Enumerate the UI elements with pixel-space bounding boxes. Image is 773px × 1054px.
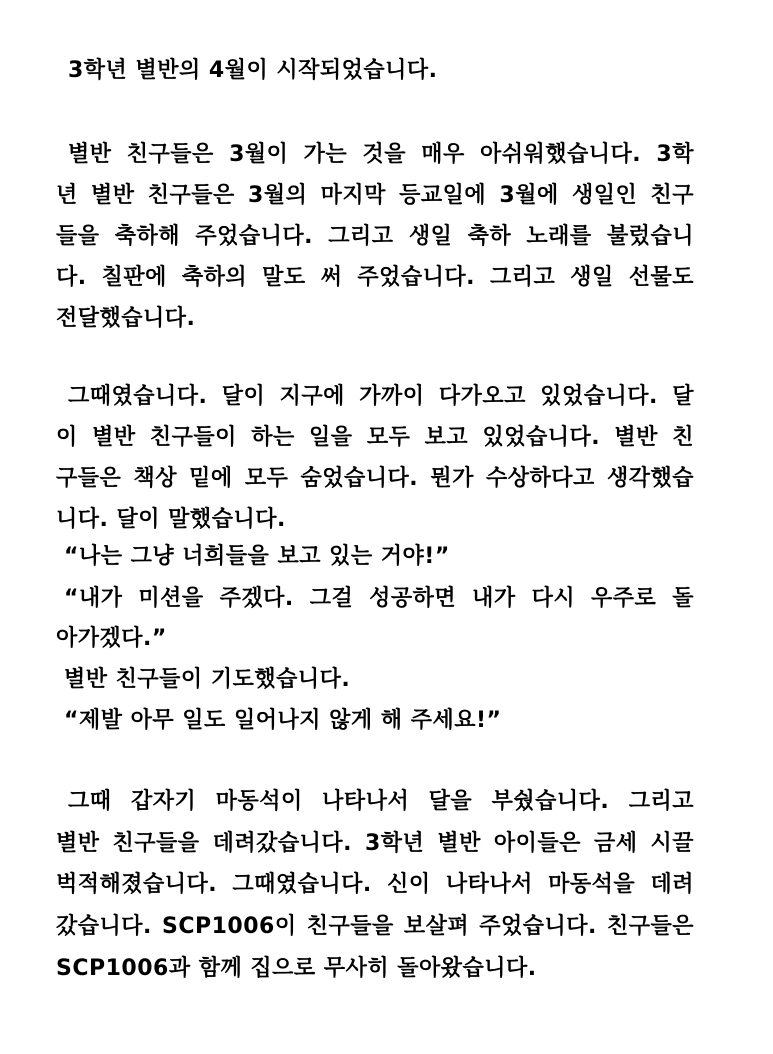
paragraph-3-line-4: 갔습니다. SCP1006이 친구들을 보살펴 주었습니다. 친구들은 [56,914,694,939]
title-line: 3학년 별반의 4월이 시작되었습니다. [68,58,438,83]
paragraph-1-line-4: 다. 칠판에 축하의 말도 써 주었습니다. 그리고 생일 선물도 [56,265,694,290]
paragraph-3-line-3: 벅적해졌습니다. 그때였습니다. 신이 나타나서 마동석을 데려 [56,872,694,897]
paragraph-3-line-2: 별반 친구들을 데려갔습니다. 3학년 별반 아이들은 금세 시끌 [56,831,694,856]
paragraph-1-line-3: 들을 축하해 주었습니다. 그리고 생일 축하 노래를 불렀습니 [56,224,694,249]
prayer-line: 별반 친구들이 기도했습니다. [64,667,351,692]
quote-line-2: “내가 미션을 주겠다. 그걸 성공하면 내가 다시 우주로 돌 [64,586,694,611]
paragraph-2-line-4: 니다. 달이 말했습니다. [56,507,286,532]
paragraph-1-line-2: 년 별반 친구들은 3월의 마지막 등교일에 3월에 생일인 친구 [56,183,694,208]
paragraph-2-line-1: 그때였습니다. 달이 지구에 가까이 다가오고 있었습니다. 달 [68,384,694,409]
quote-line-3: “제발 아무 일도 일어나지 않게 해 주세요!” [64,708,502,733]
paragraph-1-line-1: 별반 친구들은 3월이 가는 것을 매우 아쉬워했습니다. 3학 [68,142,694,167]
paragraph-2-line-2: 이 별반 친구들이 하는 일을 모두 보고 있었습니다. 별반 친 [56,425,694,450]
paragraph-3-line-5: SCP1006과 함께 집으로 무사히 돌아왔습니다. [56,956,537,981]
paragraph-2-line-3: 구들은 책상 밑에 모두 숨었습니다. 뭔가 수상하다고 생각했습 [56,466,694,491]
paragraph-3-line-1: 그때 갑자기 마동석이 나타나서 달을 부쉈습니다. 그리고 [68,789,694,814]
quote-line-1: “나는 그냥 너희들을 보고 있는 거야!” [64,544,450,569]
quote-line-2-cont: 아가겠다.” [56,626,167,651]
paragraph-1-line-5: 전달했습니다. [56,306,196,331]
